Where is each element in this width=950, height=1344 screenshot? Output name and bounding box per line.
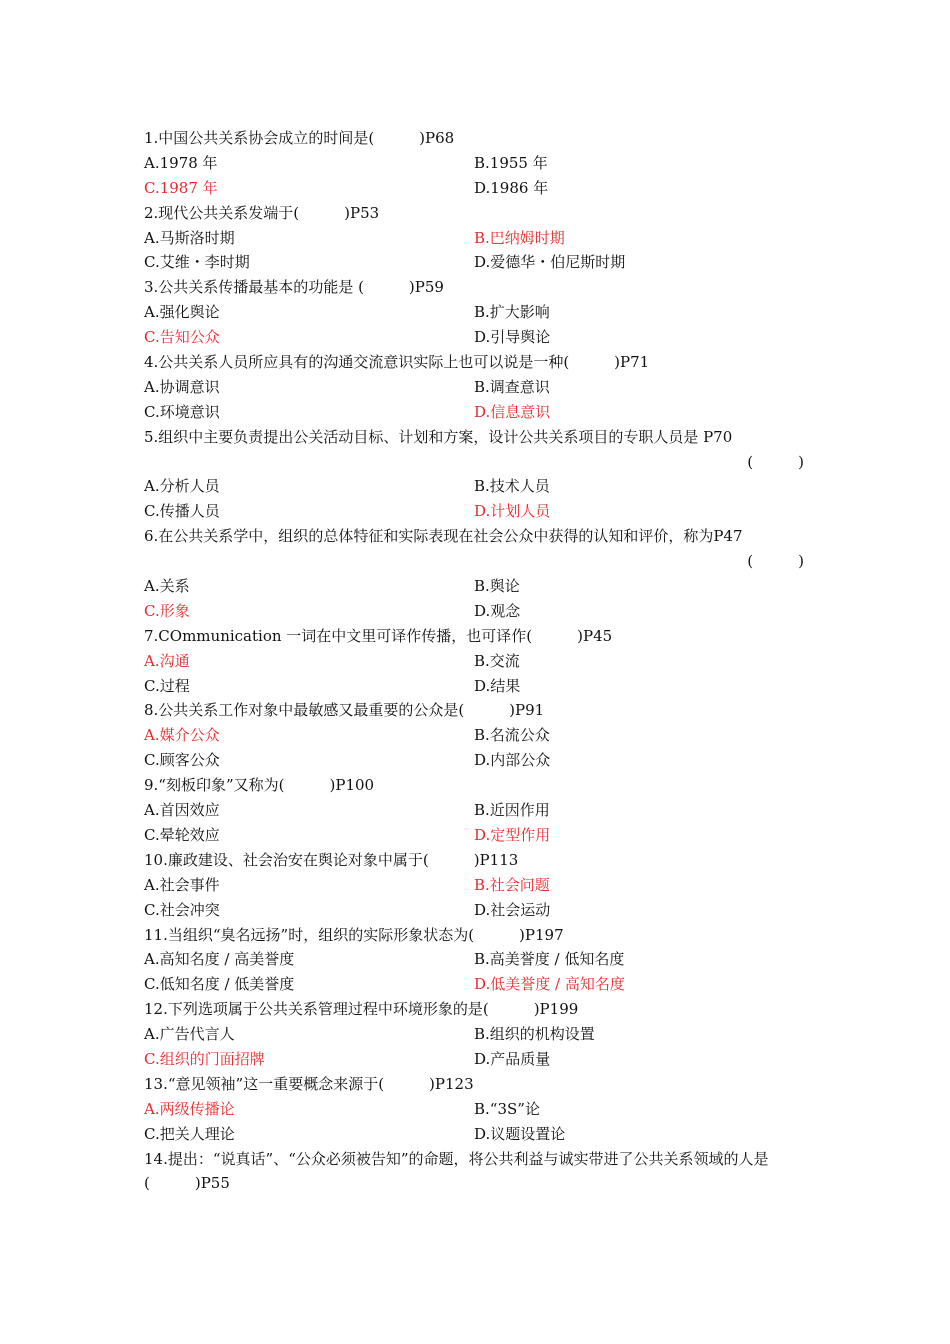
question-text: 8.公共关系工作对象中最敏感又最重要的公众是( )P91 <box>144 701 545 720</box>
option-row <box>144 400 808 425</box>
option: C.传播人员 <box>144 502 220 521</box>
option: D.产品质量 <box>474 1049 551 1068</box>
answer-option: D.低美誉度 / 高知名度 <box>474 975 625 994</box>
option: A.马斯洛时期 <box>144 228 235 247</box>
option-row <box>144 1022 808 1047</box>
question-block <box>144 997 808 1072</box>
option: D.内部公众 <box>474 751 551 770</box>
question-text: 14.提出：“说真话”、“公众必须被告知”的命题，将公共利益与诚实带进了公共关系领域的人是( )P55 <box>144 1149 769 1193</box>
option: A.首因效应 <box>144 801 220 820</box>
option-row <box>144 300 808 325</box>
answer-option: B.社会问题 <box>474 875 550 894</box>
option: D.社会运动 <box>474 900 551 919</box>
question-block <box>144 773 808 848</box>
option-row <box>144 1047 808 1072</box>
option: C.艾维・李时期 <box>144 253 250 272</box>
answer-option: D.定型作用 <box>474 825 551 844</box>
option: C.把关人理论 <box>144 1124 235 1143</box>
option: D.爱德华・伯尼斯时期 <box>474 253 626 272</box>
answer-option: D.计划人员 <box>474 502 551 521</box>
question-block <box>144 923 808 998</box>
option: B.1955 年 <box>474 153 548 172</box>
question-block <box>144 698 808 773</box>
option: C.环境意识 <box>144 402 220 421</box>
answer-option: C.形象 <box>144 601 190 620</box>
option-row <box>144 1097 808 1122</box>
question-text: 2.现代公共关系发端于( )P53 <box>144 203 380 222</box>
option-row <box>144 898 808 923</box>
option-row <box>144 873 808 898</box>
option: A.关系 <box>144 577 190 596</box>
question-block <box>144 848 808 923</box>
question-block <box>144 524 808 624</box>
answer-option: B.巴纳姆时期 <box>474 228 565 247</box>
answer-option: C.1987 年 <box>144 178 218 197</box>
question-text: 13.“意见领袖”这一重要概念来源于( )P123 <box>144 1074 474 1093</box>
option: B.近因作用 <box>474 801 550 820</box>
answer-paren: ( ) <box>747 452 804 471</box>
option: B.“3S”论 <box>474 1099 540 1118</box>
question-block <box>144 1147 808 1193</box>
option-row <box>144 375 808 400</box>
option: D.1986 年 <box>474 178 549 197</box>
option: C.社会冲突 <box>144 900 220 919</box>
option-row <box>144 947 808 972</box>
answer-paren: ( ) <box>747 552 804 571</box>
option: C.顾客公众 <box>144 751 220 770</box>
option: A.1978 年 <box>144 153 218 172</box>
answer-option: C.告知公众 <box>144 328 220 347</box>
option: D.观念 <box>474 601 521 620</box>
question-text: 11.当组织“臭名远扬”时，组织的实际形象状态为( )P197 <box>144 925 564 944</box>
question-block <box>144 201 808 276</box>
option: B.高美誉度 / 低知名度 <box>474 950 625 969</box>
question-block <box>144 425 808 525</box>
answer-option: A.两级传播论 <box>144 1099 235 1118</box>
answer-option: A.媒介公众 <box>144 726 220 745</box>
option-row <box>144 176 808 201</box>
option: B.扩大影响 <box>474 303 550 322</box>
option: A.广告代言人 <box>144 1025 235 1044</box>
option: A.协调意识 <box>144 377 220 396</box>
option-row <box>144 574 808 599</box>
question-text: 4.公共关系人员所应具有的沟通交流意识实际上也可以说是一种( )P71 <box>144 353 650 372</box>
question-text: 7.COmmunication 一词在中文里可译作传播，也可译作( )P45 <box>144 626 613 645</box>
option-row <box>144 748 808 773</box>
option: B.名流公众 <box>474 726 550 745</box>
answer-option: D.信息意识 <box>474 402 551 421</box>
option: B.组织的机构设置 <box>474 1025 595 1044</box>
option-row <box>144 250 808 275</box>
option: B.交流 <box>474 651 520 670</box>
option-row <box>144 972 808 997</box>
question-text: 3.公共关系传播最基本的功能是 ( )P59 <box>144 278 444 297</box>
question-block <box>144 275 808 350</box>
option: A.高知名度 / 高美誉度 <box>144 950 295 969</box>
option: D.结果 <box>474 676 521 695</box>
option-row <box>144 1122 808 1147</box>
option: D.引导舆论 <box>474 328 551 347</box>
question-block <box>144 624 808 699</box>
option: C.过程 <box>144 676 190 695</box>
option: C.低知名度 / 低美誉度 <box>144 975 295 994</box>
option: A.社会事件 <box>144 875 220 894</box>
question-text: 5.组织中主要负责提出公关活动目标、计划和方案，设计公共关系项目的专职人员是 P70 <box>144 427 733 446</box>
question-block <box>144 1072 808 1147</box>
answer-option: C.组织的门面招牌 <box>144 1049 265 1068</box>
question-text: 12.下列选项属于公共关系管理过程中环境形象的是( )P199 <box>144 1000 579 1019</box>
option-row <box>144 649 808 674</box>
option-row <box>144 723 808 748</box>
option: B.技术人员 <box>474 477 550 496</box>
option: C.晕轮效应 <box>144 825 220 844</box>
question-text: 10.廉政建设、社会治安在舆论对象中属于( )P113 <box>144 850 519 869</box>
question-text: 9.“刻板印象”又称为( )P100 <box>144 776 375 795</box>
option-row <box>144 798 808 823</box>
option: A.强化舆论 <box>144 303 220 322</box>
answer-option: A.沟通 <box>144 651 190 670</box>
option-row <box>144 151 808 176</box>
option-row <box>144 325 808 350</box>
question-block <box>144 126 808 201</box>
option-row <box>144 823 808 848</box>
option-row <box>144 226 808 251</box>
option: B.舆论 <box>474 577 520 596</box>
question-text: 1.中国公共关系协会成立的时间是( )P68 <box>144 129 455 147</box>
option-row <box>144 599 808 624</box>
option-row <box>144 674 808 699</box>
option: B.调查意识 <box>474 377 550 396</box>
option: D.议题设置论 <box>474 1124 566 1143</box>
question-text: 6.在公共关系学中，组织的总体特征和实际表现在社会公众中获得的认知和评价，称为P47 <box>144 527 743 546</box>
option-row <box>144 499 808 524</box>
document-body <box>144 126 808 1193</box>
option: A.分析人员 <box>144 477 220 496</box>
option-row <box>144 474 808 499</box>
question-block <box>144 350 808 425</box>
